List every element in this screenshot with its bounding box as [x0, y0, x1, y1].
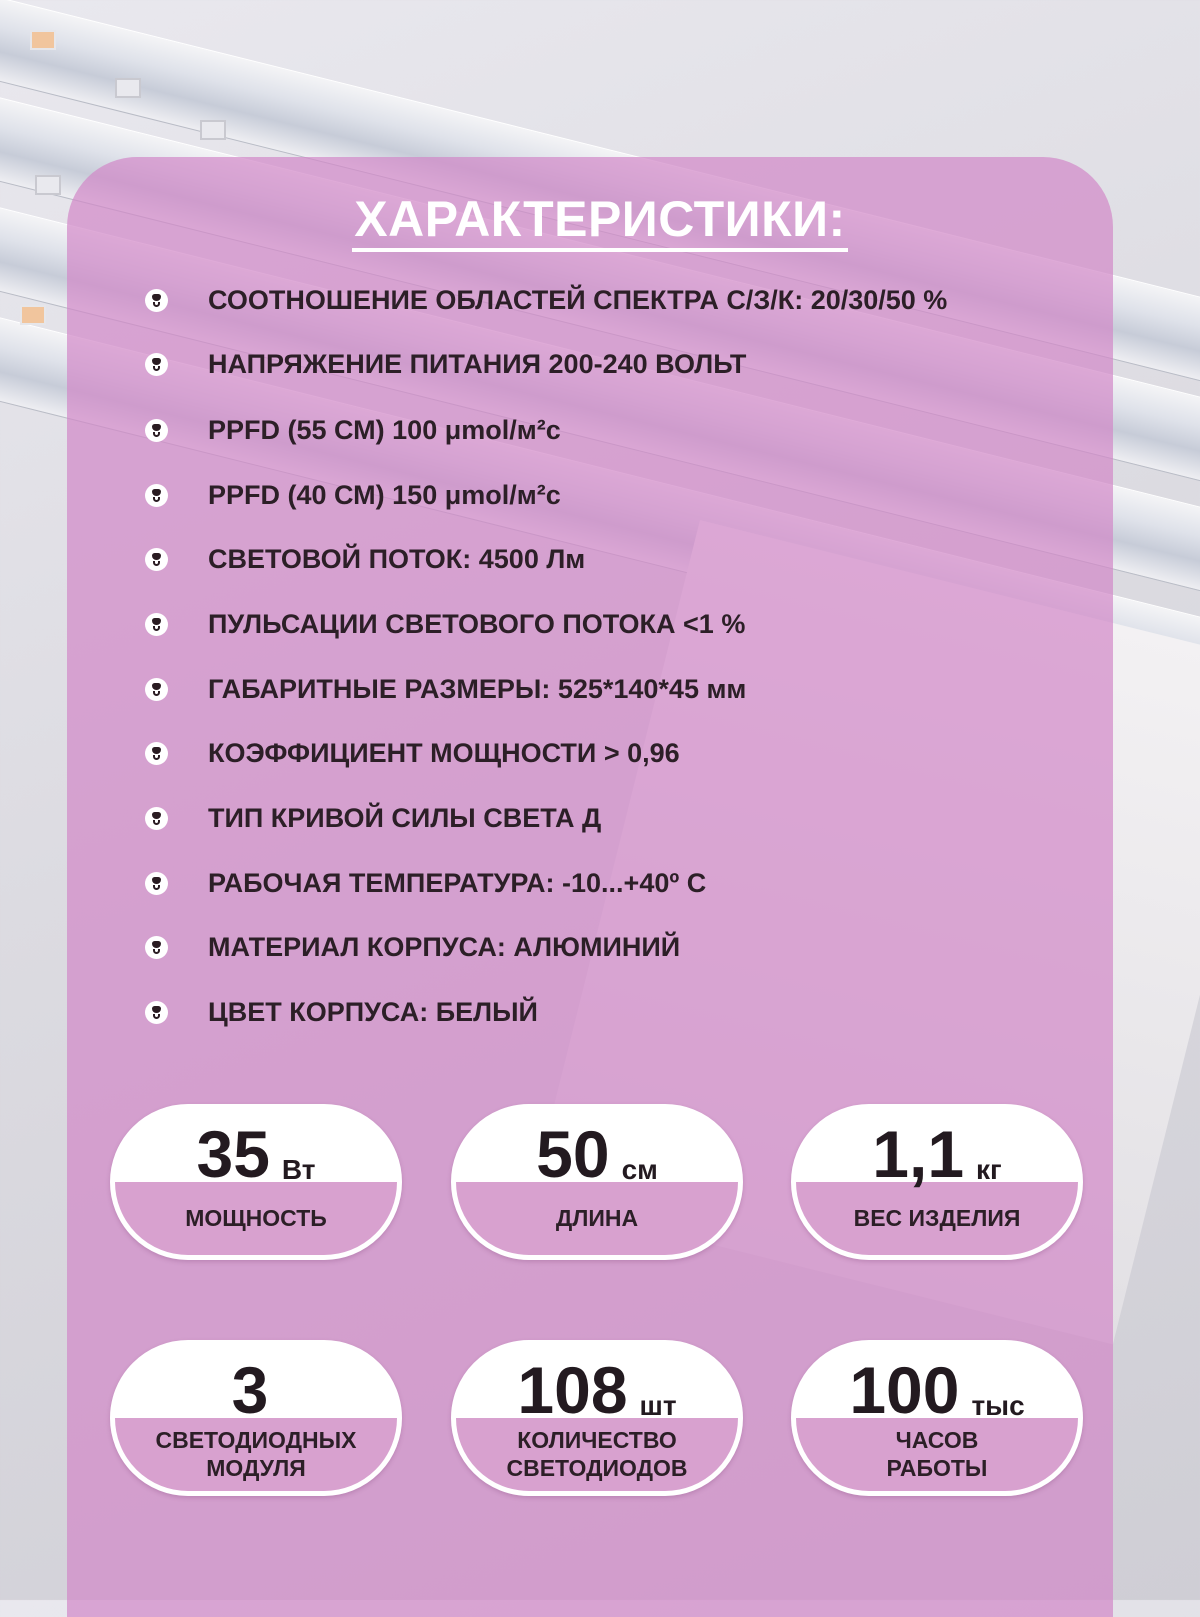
spec-item: [145, 539, 585, 579]
badge-label: ЧАСОВ РАБОТЫ: [886, 1427, 988, 1481]
badge-unit: шт: [639, 1390, 677, 1421]
badge-label: ВЕС ИЗДЕЛИЯ: [853, 1205, 1021, 1231]
spec-item: [145, 410, 561, 450]
sprout-face-icon: [145, 289, 168, 312]
sprout-face-icon: [145, 1001, 168, 1024]
led-modules-badge: [110, 1340, 402, 1496]
power-badge: [110, 1104, 402, 1260]
weight-badge: [791, 1104, 1083, 1260]
spec-text: СВЕТОВОЙ ПОТОК: 4500 Лм: [208, 543, 586, 574]
spec-item: [145, 604, 745, 644]
spec-text: PPFD (55 СМ) 100 μmol/м²с: [208, 414, 561, 445]
badge-label: СВЕТОДИОДНЫХ МОДУЛЯ: [155, 1427, 357, 1481]
spec-item: [145, 280, 947, 320]
spec-item: [145, 798, 601, 838]
badge-label: КОЛИЧЕСТВО СВЕТОДИОДОВ: [506, 1427, 688, 1481]
page-title: ХАРАКТЕРИСТИКИ:: [0, 190, 1200, 248]
sprout-face-icon: [145, 807, 168, 830]
spec-item: [145, 992, 538, 1032]
sprout-face-icon: [145, 548, 168, 571]
spec-text: НАПРЯЖЕНИЕ ПИТАНИЯ 200-240 ВОЛЬТ: [208, 348, 747, 379]
lifetime-badge: [791, 1340, 1083, 1496]
sprout-face-icon: [145, 742, 168, 765]
badge-value: 50: [536, 1117, 610, 1191]
badge-unit: Вт: [281, 1154, 316, 1185]
badge-value: 100: [849, 1353, 960, 1427]
spec-text: КОЭФФИЦИЕНТ МОЩНОСТИ > 0,96: [208, 737, 680, 768]
spec-item: [145, 344, 746, 384]
spec-item: [145, 733, 680, 773]
sprout-face-icon: [145, 613, 168, 636]
spec-text: ТИП КРИВОЙ СИЛЫ СВЕТА Д: [208, 802, 602, 833]
badge-label: МОЩНОСТЬ: [185, 1205, 327, 1231]
badge-unit: тыс: [971, 1390, 1025, 1421]
sprout-face-icon: [145, 872, 168, 895]
badge-value: 108: [517, 1353, 628, 1427]
sprout-face-icon: [145, 936, 168, 959]
spec-text: СООТНОШЕНИЕ ОБЛАСТЕЙ СПЕКТРА С/З/К: 20/30/50 %: [208, 284, 948, 315]
spec-text: МАТЕРИАЛ КОРПУСА: АЛЮМИНИЙ: [208, 931, 681, 962]
led-count-badge: [451, 1340, 743, 1496]
spec-text: ЦВЕТ КОРПУСА: БЕЛЫЙ: [208, 996, 538, 1027]
sprout-face-icon: [145, 484, 168, 507]
sprout-face-icon: [145, 678, 168, 701]
spec-text: РАБОЧАЯ ТЕМПЕРАТУРА: -10...+40º С: [208, 867, 707, 898]
badge-value: 3: [231, 1353, 269, 1427]
badge-unit: см: [621, 1154, 658, 1185]
sprout-face-icon: [145, 353, 168, 376]
sprout-face-icon: [145, 419, 168, 442]
length-badge: [451, 1104, 743, 1260]
spec-item: [145, 927, 680, 967]
spec-text: PPFD (40 СМ) 150 μmol/м²с: [208, 479, 561, 510]
spec-item: [145, 863, 706, 903]
spec-item: [145, 475, 561, 515]
badge-unit: кг: [976, 1154, 1002, 1185]
badge-value: 35: [196, 1117, 270, 1191]
spec-text: ПУЛЬСАЦИИ СВЕТОВОГО ПОТОКА <1 %: [208, 608, 746, 639]
badge-label: ДЛИНА: [555, 1205, 639, 1231]
badge-value: 1,1: [872, 1117, 965, 1191]
spec-text: ГАБАРИТНЫЕ РАЗМЕРЫ: 525*140*45 мм: [208, 673, 747, 704]
spec-item: [145, 669, 746, 709]
